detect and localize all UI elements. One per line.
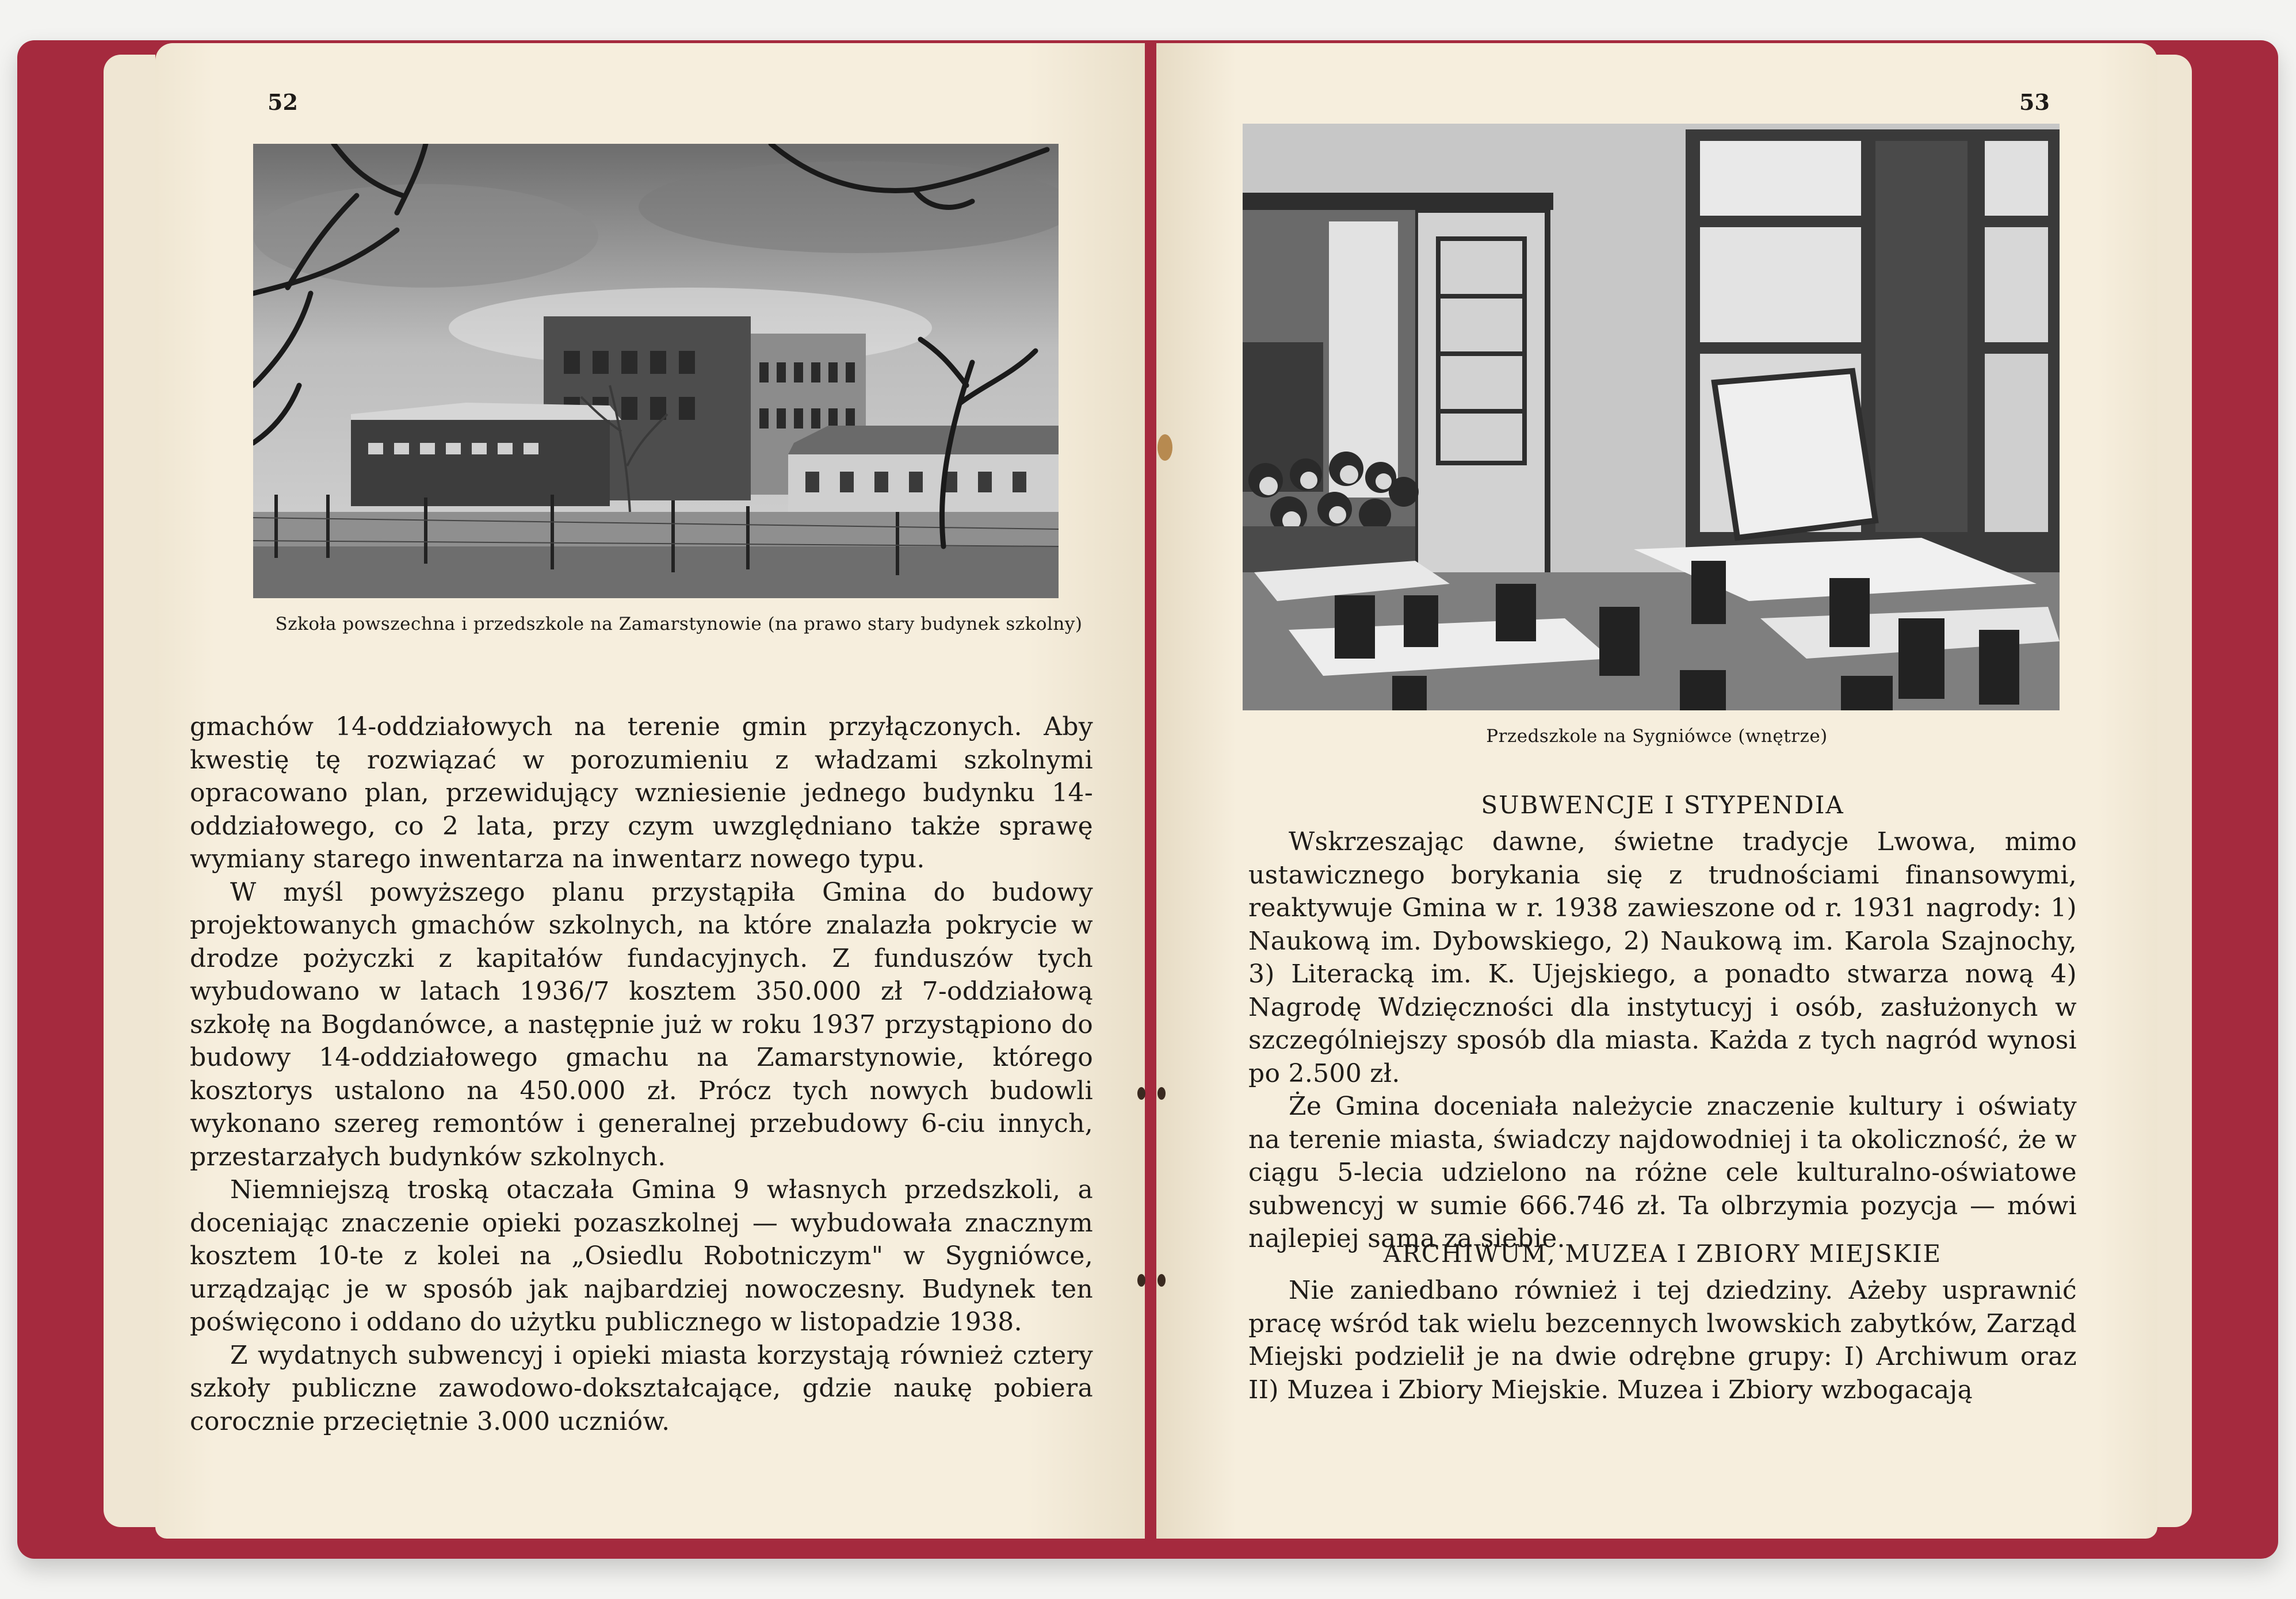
page-number-left: 52 — [268, 89, 298, 115]
section-archives-body — [1248, 1274, 2077, 1406]
photo-caption-right: Przedszkole na Sygniówce (wnętrze) — [1486, 726, 1828, 747]
section-subsidies-body — [1248, 825, 2077, 1256]
paragraph: Że Gmina doceniała należycie znaczenie kultury i oświaty na terenie miasta, świadczy najdowodniej i ta okoliczność, że w ciągu 5-lecia udzielono na różne cele kulturalno-oświatowe subwencyj w sumie 666.746 zł. Ta olbrzymia pozycja — mówi najlepiej sama za siebie. — [1248, 1092, 2077, 1253]
heading-archives: ARCHIWUM, MUZEA I ZBIORY MIEJSKIE — [1383, 1240, 1942, 1268]
binding-hole — [1157, 1087, 1166, 1100]
paragraph: W myśl powyższego planu przystąpiła Gmina do budowy projektowanych gmachów szkolnych, na które znalazła pokrycie w drodze pożyczki z kapitałów fundacyjnych. Z funduszów tych wybudowano w latach 1936/7 kosztem 350.000 zł 7-oddziałową szkołę na Bogdanówce, a następnie już w roku 1937 przystąpiono do budowy 14-oddziałowego gmachu na Zamarstynowie, którego kosztorys ustalono na 450.000 zł. Prócz tych nowych budowli wykonano szereg remontów i generalnej przebudowy 6-ciu innych, przestarzałych budynków szkolnych. — [190, 877, 1093, 1172]
school-building-photo — [253, 144, 1059, 598]
paragraph: Nie zaniedbano również i tej dziedziny. Ażeby usprawnić pracę wśród tak wielu bezcennych lwowskich zabytków, Zarząd Miejski podzielił je na dwie odrębne grupy: I) Archiwum oraz II) Muzea i Zbiory Miejskie. Muzea i Zbiory wzbogacają — [1248, 1276, 2077, 1405]
kindergarten-interior-photo — [1243, 124, 2060, 710]
right-page — [1156, 43, 2157, 1539]
binding-hole — [1157, 1274, 1166, 1287]
left-page-body — [190, 710, 1093, 1438]
paragraph: Niemniejszą troską otaczała Gmina 9 własnych przedszkoli, a doceniając znaczenie opieki pozaszkolnej — wybudowała znacznym kosztem 10-te z kolei na „Osiedlu Robotniczym" w Sygniówce, urządzając je w sposób jak najbardziej nowoczesny. Budynek ten poświęcono i oddano do użytku publicznego w listopadzie 1938. — [190, 1175, 1093, 1337]
heading-subsidies: SUBWENCJE I STYPENDIA — [1481, 791, 1844, 819]
paragraph: Wskrzeszając dawne, świetne tradycje Lwowa, mimo ustawicznego borykania się z trudnościami finansowymi, reaktywuje Gmina w r. 1938 zawieszone od r. 1931 nagrody: 1) Naukową im. Dybowskiego, 2) Naukową im. Karola Szajnochy, 3) Literacką im. K. Ujejskiego, a ponadto stwarza nową 4) Nagrodę Wdzięczności dla instytucyj i osób, zasłużonych w szczególniejszy sposób dla miasta. Każda z tych nagród wynosi po 2.500 zł. — [1248, 827, 2077, 1088]
binding-hole — [1157, 434, 1172, 461]
paragraph: gmachów 14-oddziałowych na terenie gmin przyłączonych. Aby kwestię tę rozwiązać w porozumieniu z władzami szkolnymi opracowano plan, przewidujący wzniesienie jednego budynku 14-oddziałowego, co 2 lata, przy czym uwzględniano także sprawę wymiany starego inwentarza na inwentarz nowego typu. — [190, 712, 1093, 874]
binding-hole — [1137, 1274, 1145, 1287]
page-number-right: 53 — [2019, 89, 2050, 115]
left-page-edges — [104, 55, 155, 1527]
left-page — [155, 43, 1145, 1539]
binding-hole — [1137, 1087, 1145, 1100]
photo-caption-left: Szkoła powszechna i przedszkole na Zamarstynowie (na prawo stary budynek szkolny) — [275, 614, 1083, 634]
paragraph: Z wydatnych subwencyj i opieki miasta korzystają również cztery szkoły publiczne zawodowo-dokształcające, gdzie naukę pobiera corocznie przeciętnie 3.000 uczniów. — [190, 1340, 1093, 1436]
